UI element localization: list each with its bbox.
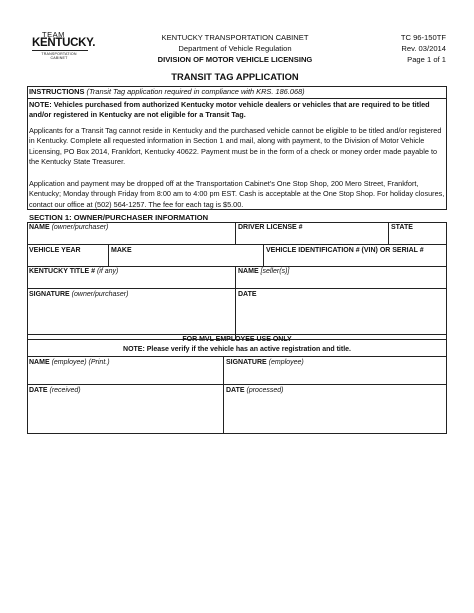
owner-name-field[interactable] xyxy=(27,222,235,244)
logo-rule xyxy=(32,50,88,51)
instructions-heading-row xyxy=(29,87,445,97)
owner-signature-hint: (owner/purchaser) xyxy=(71,291,129,298)
instructions-paragraph-1: Applicants for a Transit Tag cannot reside in Kentucky and the purchased vehicle cannot be eligible to be titled and/or registered in Kentucky. Complete all requested information in Section 1 and mail, along with payment, to the Division of Motor Vehicle Licensing, PO Box 2014, Frankfort, Kentucky 40622. Payment must be in the form of a check or money order made payable to the Kentucky State Treasurer. xyxy=(29,126,442,167)
logo-agency-line2: CABINET xyxy=(50,56,68,61)
owner-date-field[interactable] xyxy=(235,288,447,340)
instructions-heading: INSTRUCTIONS xyxy=(29,87,85,96)
form-revision: Rev. 03/2014 xyxy=(401,44,446,53)
logo-state-text: KENTUCKY. xyxy=(32,37,96,49)
state-label: STATE xyxy=(391,224,413,231)
vin-field[interactable] xyxy=(263,244,447,266)
employee-signature-label-text: SIGNATURE xyxy=(226,359,267,366)
owner-name-hint: (owner/purchaser) xyxy=(51,224,109,231)
employee-signature-field[interactable] xyxy=(223,356,447,384)
state-field[interactable] xyxy=(388,222,447,244)
title-number-label-text: KENTUCKY TITLE # xyxy=(29,268,95,275)
employee-name-hint: (employee) (Print.) xyxy=(51,359,110,366)
title-number-field[interactable] xyxy=(27,266,235,288)
make-field[interactable] xyxy=(108,244,263,266)
date-received-hint: (received) xyxy=(49,387,81,394)
cabinet-name: KENTUCKY TRANSPORTATION CABINET xyxy=(161,33,309,42)
form-meta xyxy=(370,32,446,65)
logo-agency-line1: TRANSPORTATION xyxy=(41,52,77,56)
date-received-field[interactable] xyxy=(27,384,223,434)
instructions-divider xyxy=(27,98,447,99)
driver-license-field[interactable] xyxy=(235,222,388,244)
seller-name-field[interactable] xyxy=(235,266,447,288)
mvl-heading: FOR MVL EMPLOYEE USE ONLY xyxy=(182,336,292,343)
make-label: MAKE xyxy=(111,247,132,254)
instructions-heading-note: (Transit Tag application required in compliance with KRS. 186.068) xyxy=(86,87,305,96)
date-received-label-text: DATE xyxy=(29,387,48,394)
owner-signature-label-text: SIGNATURE xyxy=(29,291,70,298)
seller-name-hint: [seller(s)] xyxy=(260,268,290,275)
employee-signature-hint: (employee) xyxy=(268,359,304,366)
department-name: Department of Vehicle Regulation xyxy=(178,44,292,53)
form-number: TC 96-150TF xyxy=(400,33,446,42)
owner-name-label-text: NAME xyxy=(29,224,50,231)
team-kentucky-logo xyxy=(28,30,96,64)
employee-name-field[interactable] xyxy=(27,356,223,384)
seller-name-label-text: NAME xyxy=(238,268,259,275)
employee-name-label-text: NAME xyxy=(29,359,50,366)
form-title: TRANSIT TAG APPLICATION xyxy=(171,71,299,82)
owner-signature-field[interactable] xyxy=(27,288,235,340)
page-indicator: Page 1 of 1 xyxy=(407,55,446,64)
eligibility-note: NOTE: Vehicles purchased from authorized Kentucky motor vehicle dealers or vehicles that are required to be titled and/or registered in Kentucky are not eligible for a Transit Tag. xyxy=(29,100,430,120)
division-name: DIVISION OF MOTOR VEHICLE LICENSING xyxy=(157,55,313,64)
logo-agency-text xyxy=(34,52,84,61)
date-processed-field[interactable] xyxy=(223,384,447,434)
vehicle-year-field[interactable] xyxy=(27,244,108,266)
section1-heading: SECTION 1: OWNER/PURCHASER INFORMATION xyxy=(29,213,209,222)
logo-team-text: TEAM xyxy=(42,30,65,39)
vehicle-year-label: VEHICLE YEAR xyxy=(29,247,81,254)
date-processed-hint: (processed) xyxy=(246,387,284,394)
agency-header xyxy=(120,32,350,65)
instructions-paragraph-2: Application and payment may be dropped off at the Transportation Cabinet's One Stop Shop, 200 Mero Street, Frankfort, Kentucky; Monday through Friday from 8:00 am to 4:00 pm EST. Cash is acceptable at the One Stop Shop. For holiday closures, contact our office at (502) 564-1257. The fee for each tag is $5.00. xyxy=(29,179,445,209)
vin-label: VEHICLE IDENTIFICATION # (VIN) OR SERIAL # xyxy=(266,247,424,254)
owner-date-label: DATE xyxy=(238,291,257,298)
driver-license-label: DRIVER LICENSE # xyxy=(238,224,303,231)
date-processed-label-text: DATE xyxy=(226,387,245,394)
mvl-note: NOTE: Please verify if the vehicle has an active registration and title. xyxy=(123,346,351,353)
title-number-hint: (if any) xyxy=(96,268,119,275)
